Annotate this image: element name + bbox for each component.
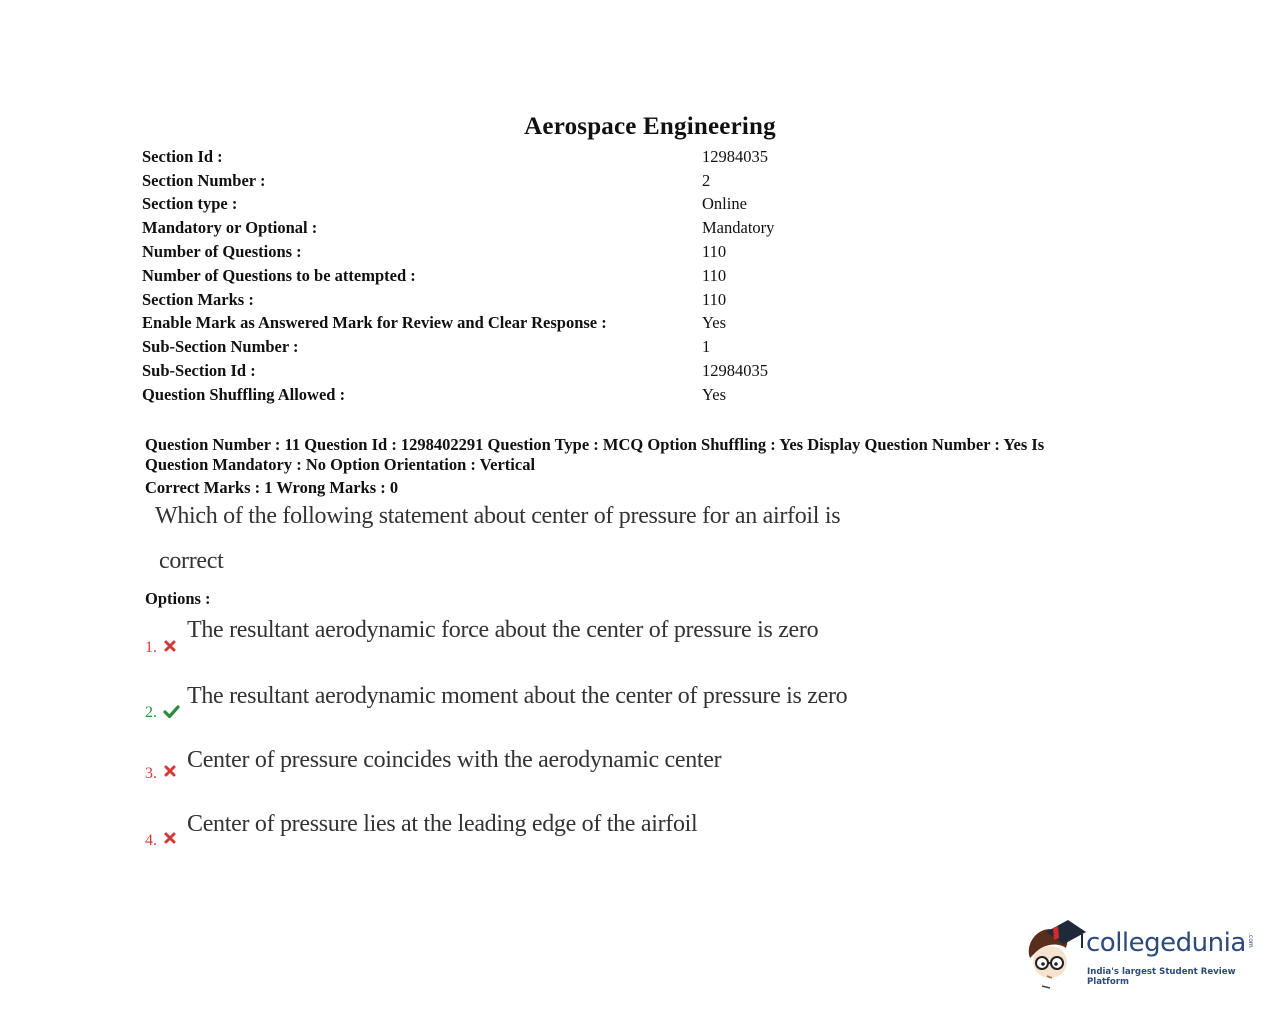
mascot-icon xyxy=(1024,918,1086,990)
question-info-line: Question Number : 11 Question Id : 1298402291 Question Type : MCQ Option Shuffling : Yes Display Question Number : Yes Is xyxy=(145,435,1045,454)
info-value: 110 xyxy=(702,242,727,262)
option-text: The resultant aerodynamic moment about the center of pressure is zero xyxy=(187,683,848,709)
info-value: Online xyxy=(702,194,747,214)
question-info xyxy=(145,435,1125,474)
question-text-continued: correct xyxy=(159,548,224,574)
option-number: 2. xyxy=(145,704,157,721)
info-label: Section Number : xyxy=(142,170,266,190)
options-label: Options : xyxy=(145,589,211,608)
info-label: Enable Mark as Answered Mark for Review and Clear Response : xyxy=(142,313,607,333)
info-row xyxy=(142,383,774,407)
info-value: 2 xyxy=(702,170,711,190)
info-row xyxy=(142,288,774,312)
info-value: Yes xyxy=(702,384,727,404)
info-row xyxy=(142,169,774,193)
info-label: Section type : xyxy=(142,194,238,214)
option-number: 3. xyxy=(145,765,157,782)
info-label: Section Marks : xyxy=(142,289,254,309)
logo-tagline: India's largest Student Review Platform xyxy=(1087,967,1236,987)
info-value: 1 xyxy=(702,337,711,357)
option-number: 1. xyxy=(145,639,157,656)
info-row xyxy=(142,216,774,240)
info-value: 110 xyxy=(702,289,727,309)
info-value: 12984035 xyxy=(702,146,768,166)
option-text: The resultant aerodynamic force about the center of pressure is zero xyxy=(187,617,819,643)
option-text: Center of pressure coincides with the aerodynamic center xyxy=(187,747,722,773)
info-value: Mandatory xyxy=(702,218,775,238)
logo-suffix: .com xyxy=(1247,933,1254,948)
info-row xyxy=(142,240,774,264)
info-label: Number of Questions to be attempted : xyxy=(142,265,416,285)
info-label: Number of Questions : xyxy=(142,242,302,262)
info-label: Section Id : xyxy=(142,146,223,166)
wrong-icon xyxy=(163,764,177,778)
info-label: Mandatory or Optional : xyxy=(142,218,318,238)
info-row xyxy=(142,359,774,383)
question-marks: Correct Marks : 1 Wrong Marks : 0 xyxy=(145,478,399,497)
wrong-icon xyxy=(163,639,177,653)
info-row xyxy=(142,193,774,217)
info-row xyxy=(142,312,774,336)
correct-icon xyxy=(163,704,180,719)
logo-brand: collegedunia xyxy=(1086,928,1246,958)
info-row xyxy=(142,264,774,288)
option-item xyxy=(0,616,1000,656)
info-row xyxy=(142,335,774,359)
option-number: 4. xyxy=(145,832,157,849)
question-text: Which of the following statement about center of pressure for an airfoil is xyxy=(155,503,841,529)
question-info-line: Question Mandatory : No Option Orientation : Vertical xyxy=(145,454,536,474)
collegedunia-logo xyxy=(1024,918,1264,993)
info-row xyxy=(142,145,774,169)
option-item xyxy=(0,810,1000,850)
option-item xyxy=(0,745,1000,785)
info-value: 110 xyxy=(702,265,727,285)
info-value: 12984035 xyxy=(702,361,768,381)
option-item xyxy=(0,682,1000,722)
info-label: Sub-Section Number : xyxy=(142,337,299,357)
section-info-table xyxy=(142,145,774,407)
option-text: Center of pressure lies at the leading edge of the airfoil xyxy=(187,811,698,837)
wrong-icon xyxy=(163,831,177,845)
info-label: Question Shuffling Allowed : xyxy=(142,384,346,404)
info-label: Sub-Section Id : xyxy=(142,361,256,381)
info-value: Yes xyxy=(702,313,727,333)
page-title: Aerospace Engineering xyxy=(524,113,776,140)
